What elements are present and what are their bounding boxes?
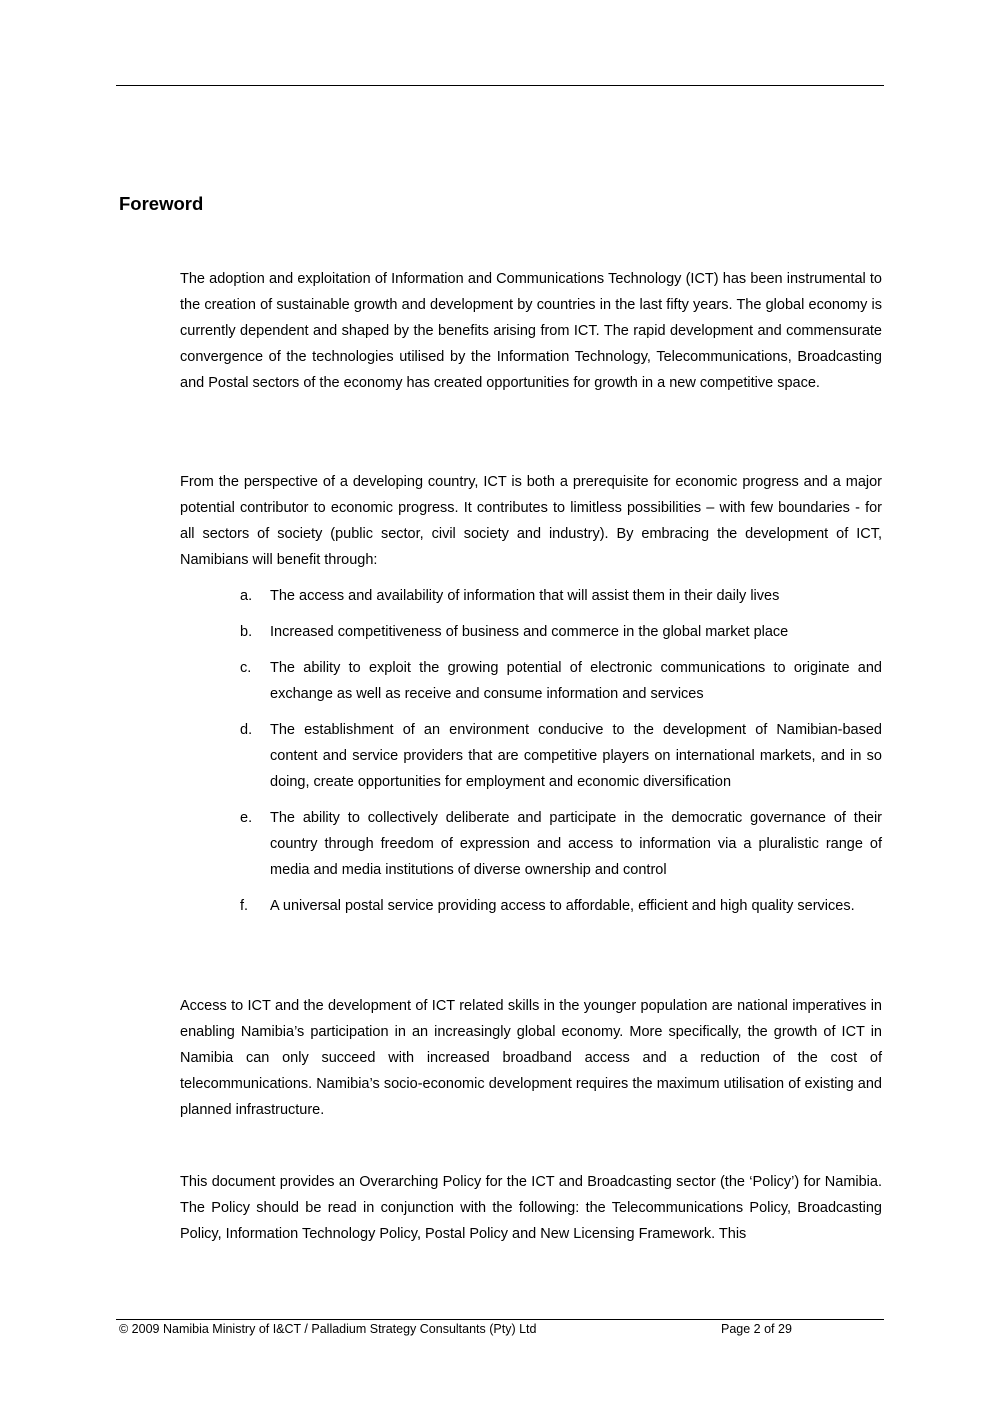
- list-item: [180, 619, 882, 645]
- paragraph-ict-adoption: The adoption and exploitation of Information and Communications Technology (ICT) has been instrumental to the creation of sustainable growth and development by countries in the last fifty years. The global economy is currently dependent and shaped by the benefits arising from ICT. The rapid development and commensurate convergence of the technologies utilised by the Information Technology, Telecommunications, Broadcasting and Postal sectors of the economy has created opportunities for growth in a new competitive space.: [180, 271, 882, 391]
- list-marker: b.: [240, 624, 253, 640]
- list-item-text: The ability to exploit the growing potential of electronic communications to originate and exchange as well as receive and consume information and services: [270, 660, 882, 702]
- paragraph-access-to-ict: Access to ICT and the development of ICT related skills in the younger population are national imperatives in enabling Namibia’s participation in an increasingly global economy. More specifically, the growth of ICT in Namibia can only succeed with increased broadband access and a reduction of the cost of telecommunications. Namibia’s socio-economic development requires the maximum utilisation of existing and planned infrastructure.: [180, 998, 882, 1118]
- list-marker: e.: [240, 810, 253, 826]
- list-marker: c.: [240, 660, 252, 676]
- list-marker: a.: [240, 588, 253, 604]
- list-item-text: The access and availability of information that will assist them in their daily lives: [270, 588, 780, 604]
- benefits-list: [180, 583, 882, 929]
- list-item: [180, 583, 882, 609]
- footer-copyright: © 2009 Namibia Ministry of I&CT / Palladium Strategy Consultants (Pty) Ltd: [119, 1322, 537, 1336]
- list-item-text: The ability to collectively deliberate and participate in the democratic governance of their country through freedom of expression and access to information via a pluralistic range of media and media institutions of diverse ownership and control: [270, 810, 882, 878]
- list-item: [180, 893, 882, 919]
- list-item: [180, 655, 882, 707]
- list-item-text: The establishment of an environment conducive to the development of Namibian-based content and service providers that are competitive players on international markets, and in so doing, create opportunities for employment and economic diversification: [270, 722, 882, 790]
- header-rule: [116, 85, 884, 86]
- list-marker: d.: [240, 722, 253, 738]
- list-item-text: Increased competitiveness of business and commerce in the global market place: [270, 624, 789, 640]
- footer-page-number: Page 2 of 29: [721, 1322, 792, 1336]
- paragraph-policy-overview: This document provides an Overarching Policy for the ICT and Broadcasting sector (the ‘Policy’) for Namibia. The Policy should be read in conjunction with the following: the Telecommunications Policy, Broadcasting Policy, Information Technology Policy, Postal Policy and New Licensing Framework. This: [180, 1174, 882, 1242]
- list-item: [180, 717, 882, 795]
- list-item-text: A universal postal service providing access to affordable, efficient and high quality services.: [270, 898, 855, 914]
- paragraph-developing-country: From the perspective of a developing country, ICT is both a prerequisite for economic progress and a major potential contributor to economic progress. It contributes to limitless possibilities – with few boundaries - for all sectors of society (public sector, civil society and industry). By embracing the development of ICT, Namibians will benefit through:: [180, 474, 882, 568]
- section-heading: Foreword: [119, 193, 204, 214]
- list-marker: f.: [240, 898, 249, 914]
- list-item: [180, 805, 882, 883]
- footer-rule: [116, 1319, 884, 1320]
